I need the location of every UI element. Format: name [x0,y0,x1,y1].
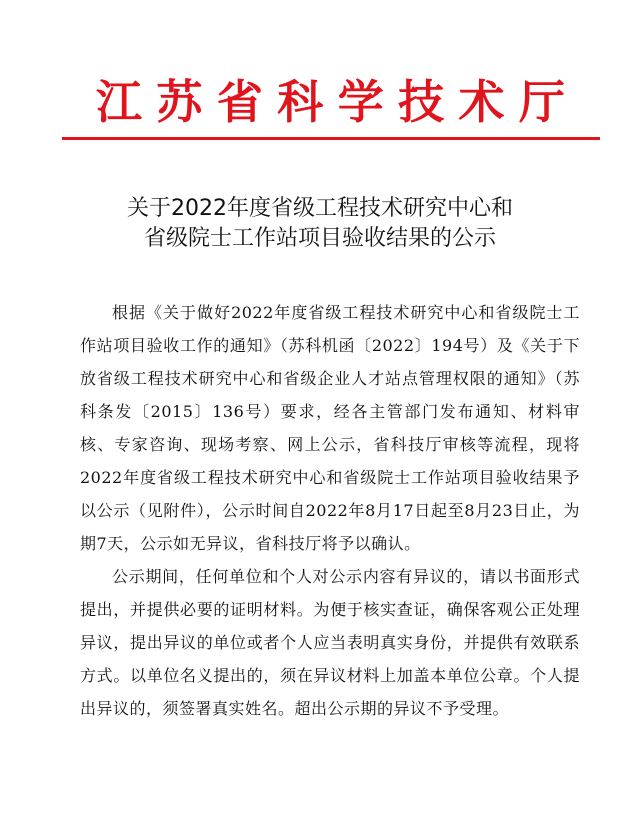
title-line-1: 关于2022年度省级工程技术研究中心和 [127,196,513,221]
document-body [80,296,580,725]
masthead-org-name [58,72,603,132]
masthead-char: 科 [277,75,324,129]
title-line-2: 省级院士工作站项目验收结果的公示 [143,226,496,251]
document-title [40,194,600,254]
masthead-char: 苏 [156,75,203,129]
masthead-char: 学 [337,75,384,129]
masthead-char: 技 [398,75,445,129]
body-paragraph-2: 公示期间，任何单位和个人对公示内容有异议的，请以书面形式提出，并提供必要的证明材料。为便于核实查证，确保客观公正处理异议，提出异议的单位或者个人应当表明真实身份，并提供有效联系方式。以单位名义提出的，须在异议材料上加盖本单位公章。个人提出异议的，须签署真实姓名。超出公示期的异议不予受理。 [80,567,580,718]
masthead-char: 厅 [518,75,565,129]
masthead-char: 省 [216,75,263,129]
masthead-char: 江 [96,75,142,129]
masthead-char: 术 [458,75,505,129]
red-header-rule [62,137,600,140]
body-paragraph-1: 根据《关于做好2022年度省级工程技术研究中心和省级院士工作站项目验收工作的通知》（苏科机函〔2022〕194号）及《关于下放省级工程技术研究中心和省级企业人才站点管理权限的通知》（苏科条发〔2015〕136号）要求，经各主管部门发布通知、材料审核、专家咨询、现场考察、网上公示，省科技厅审核等流程，现将2022年度省级工程技术研究中心和省级院士工作站项目验收结果予以公示（见附件），公示时间自2022年8月17日起至8月23日止，为期7天，公示如无异议，省科技厅将予以确认。 [80,303,580,553]
